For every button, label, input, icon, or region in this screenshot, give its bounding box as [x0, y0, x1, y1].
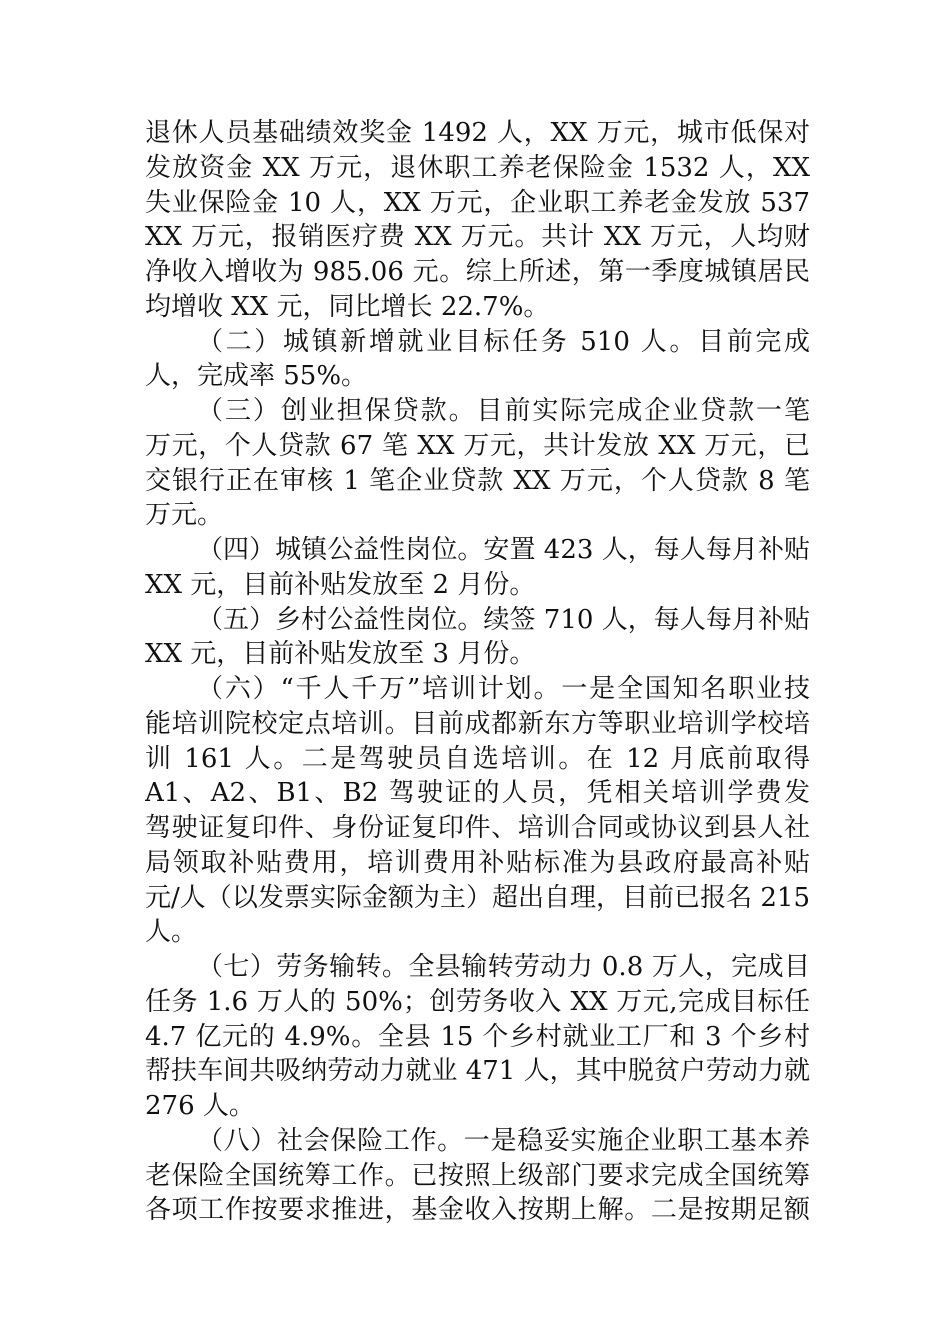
text-line: 276 人。: [145, 1091, 255, 1121]
text-line: XX 元，目前补贴发放至 3 月份。: [145, 639, 536, 670]
text-line: 能培训院校定点培训。目前成都新东方等职业培训学校培: [145, 708, 810, 739]
text-line: 交银行正在审核 1 笔企业贷款 XX 万元，个人贷款 8 笔: [145, 465, 810, 496]
text-line: 均增收 XX 元，同比增长 22.7%。: [145, 291, 550, 322]
text-line: 驾驶证复印件、身份证复印件、培训合同或协议到县人社: [145, 813, 810, 843]
document-body: [145, 116, 810, 1228]
text-line: （八）社会保险工作。一是稳妥实施企业职工基本养: [197, 1125, 810, 1156]
text-line: XX 万元，报销医疗费 XX 万元。共计 XX 万元，人均财: [145, 222, 810, 253]
text-line: （四）城镇公益性岗位。安置 423 人，每人每月补贴: [197, 535, 810, 565]
text-line: 4.7 亿元的 4.9%。全县 15 个乡村就业工厂和 3 个乡村: [145, 1021, 810, 1052]
text-line: 人，完成率 55%。: [145, 361, 368, 392]
text-line: （二）城镇新增就业目标任务 510 人。目前完成: [197, 326, 810, 357]
text-line: 局领取补贴费用，培训费用补贴标准为县政府最高补贴: [145, 847, 810, 878]
text-line: （七）劳务输转。全县输转劳动力 0.8 万人，完成目: [197, 952, 810, 982]
text-line: 训 161 人。二是驾驶员自选培训。在 12 月底前取得: [145, 743, 810, 774]
text-line: （五）乡村公益性岗位。续签 710 人，每人每月补贴: [197, 604, 810, 635]
text-line: 万元。: [145, 500, 224, 531]
text-line: 失业保险金 10 人，XX 万元，企业职工养老金发放 537: [145, 187, 810, 218]
text-line: 元/人（以发票实际金额为主）超出自理，目前已报名 215: [145, 882, 810, 913]
text-line: 人。: [145, 917, 198, 948]
text-line: 发放资金 XX 万元，退休职工养老保险金 1532 人，XX: [145, 152, 810, 183]
text-line: 净收入增收为 985.06 元。综上所述，第一季度城镇居民: [145, 257, 810, 287]
text-line: 老保险全国统筹工作。已按照上级部门要求完成全国统筹: [145, 1160, 810, 1191]
text-line: 帮扶车间共吸纳劳动力就业 471 人，其中脱贫户劳动力就: [145, 1056, 810, 1087]
text-line: XX 元，目前补贴发放至 2 月份。: [145, 569, 536, 600]
text-line: 万元，个人贷款 67 笔 XX 万元，共计发放 XX 万元，已: [145, 430, 810, 461]
text-line: 退休人员基础绩效奖金 1492 人，XX 万元，城市低保对: [145, 118, 810, 148]
text-line: （三）创业担保贷款。目前实际完成企业贷款一笔: [197, 396, 810, 426]
text-line: 任务 1.6 万人的 50%；创劳务收入 XX 万元,完成目标任: [145, 986, 810, 1017]
text-line: 各项工作按要求推进，基金收入按期上解。二是按期足额: [145, 1195, 810, 1226]
text-line: （六）“千人千万”培训计划。一是全国知名职业技: [197, 674, 810, 704]
text-line: A1、A2、B1、B2 驾驶证的人员，凭相关培训学费发: [145, 778, 810, 809]
